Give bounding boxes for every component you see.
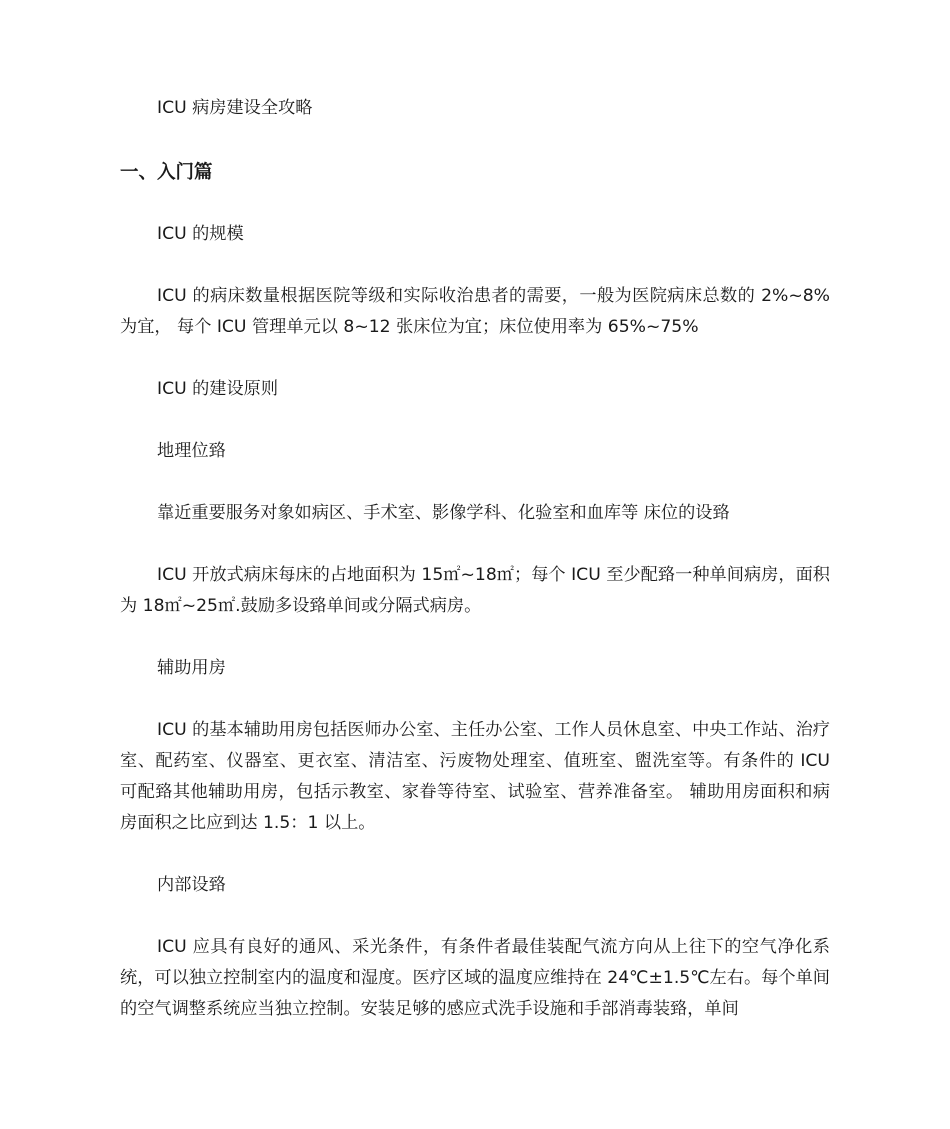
paragraph-location: 靠近重要服务对象如病区、手术室、影像学科、化验室和血库等 床位的设臵 bbox=[157, 503, 730, 523]
subheading-icu-scale: ICU 的规模 bbox=[157, 224, 244, 244]
paragraph-bed-area: ICU 开放式病床每床的占地面积为 15㎡~18㎡；每个 ICU 至少配臵一种单间病房，面积为 18㎡~25㎡.鼓励多设臵单间或分隔式病房。 bbox=[120, 565, 830, 616]
paragraph-auxiliary-rooms: ICU 的基本辅助用房包括医师办公室、主任办公室、工作人员休息室、中央工作站、治疗室、配药室、仪器室、更衣室、清洁室、污废物处理室、值班室、盥洗室等。有条件的 ICU 可配臵其他辅助用房，包括示教室、家眷等待室、试验室、营养准备室。 辅助用房面积和病房面积之比应到达 1.5：1 以上。 bbox=[120, 720, 830, 833]
section-heading-intro: 一、入门篇 bbox=[120, 162, 213, 183]
document-body bbox=[120, 93, 830, 1025]
document-title: ICU 病房建设全攻略 bbox=[157, 98, 313, 118]
subheading-construction-principles: ICU 的建设原则 bbox=[157, 379, 279, 399]
paragraph-interior-setup: ICU 应具有良好的通风、采光条件，有条件者最佳装配气流方向从上往下的空气净化系统，可以独立控制室内的温度和湿度。医疗区域的温度应维持在 24℃±1.5℃左右。每个单间的空气调整系统应当独立控制。安装足够的感应式洗手设施和手部消毒装臵，单间 bbox=[120, 937, 830, 1019]
subheading-location: 地理位臵 bbox=[157, 441, 226, 461]
subheading-auxiliary-rooms: 辅助用房 bbox=[157, 658, 226, 678]
paragraph-icu-scale: ICU 的病床数量根据医院等级和实际收治患者的需要，一般为医院病床总数的 2%~8%为宜， 每个 ICU 管理单元以 8~12 张床位为宜；床位使用率为 65%~75% bbox=[120, 286, 830, 337]
subheading-interior-setup: 内部设臵 bbox=[157, 875, 226, 895]
